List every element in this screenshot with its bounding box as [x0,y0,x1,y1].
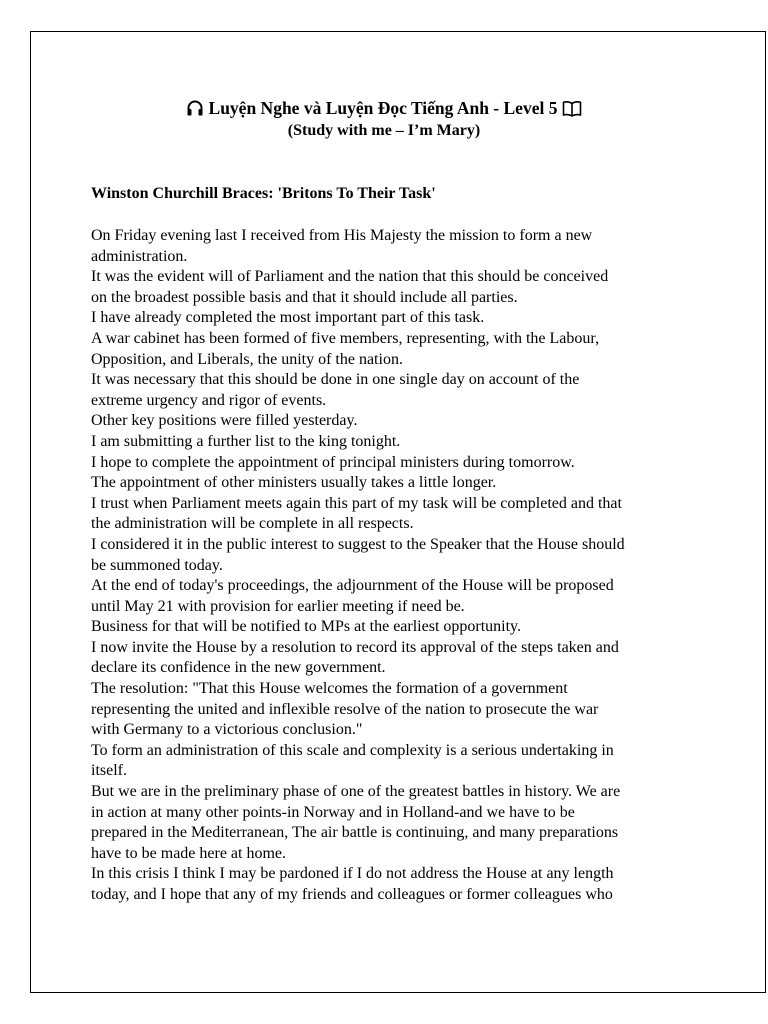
article-body [91,226,691,906]
article-line: be summoned today. [91,556,223,574]
article-line: declare its confidence in the new government. [91,659,386,677]
article-line: Opposition, and Liberals, the unity of the nation. [91,350,403,368]
article-line: The appointment of other ministers usually takes a little longer. [91,474,497,492]
article-line: But we are in the preliminary phase of one of the greatest battles in history. We are [91,783,621,801]
article-line: In this crisis I think I may be pardoned if I do not address the House at any length [91,865,614,883]
article-line: I trust when Parliament meets again this part of my task will be completed and that [91,494,622,512]
article-line: The resolution: "That this House welcomes the formation of a government [91,680,568,698]
article-line: representing the united and inflexible resolve of the nation to prosecute the war [91,700,599,718]
article-line: To form an administration of this scale and complexity is a serious undertaking in [91,741,614,759]
article-line: Other key positions were filled yesterday. [91,412,358,430]
article-line: On Friday evening last I received from His Majesty the mission to form a new [91,227,593,244]
article-line: in action at many other points-in Norway and in Holland-and we have to be [91,803,575,821]
article-line: until May 21 with provision for earlier meeting if need be. [91,597,465,615]
article-line: itself. [91,762,127,780]
article-line: It was necessary that this should be done in one single day on account of the [91,371,580,389]
article-line: on the broadest possible basis and that it should include all parties. [91,288,518,306]
article-line: today, and I hope that any of my friends and colleagues or former colleagues who [91,886,613,903]
article-line: the administration will be complete in all respects. [91,515,414,533]
open-book-icon [562,99,582,123]
article-line: At the end of today's proceedings, the adjournment of the House will be proposed [91,577,614,595]
article-line: have to be made here at home. [91,844,287,862]
article-line: Business for that will be notified to MPs at the earliest opportunity. [91,618,522,636]
article-line: I now invite the House by a resolution to record its approval of the steps taken and [91,638,619,656]
article-line: extreme urgency and rigor of events. [91,391,327,409]
article-line: administration. [91,247,188,265]
document-title [30,96,738,123]
article-heading: Winston Churchill Braces: 'Britons To Their Task' [91,185,436,202]
article-line: It was the evident will of Parliament and the nation that this should be conceived [91,268,609,286]
document-title-text: Luyện Nghe và Luyện Đọc Tiếng Anh - Level 5 [208,98,558,118]
article-line: I hope to complete the appointment of principal ministers during tomorrow. [91,453,575,471]
article-line: A war cabinet has been formed of five members, representing, with the Labour, [91,329,600,347]
article-line: I am submitting a further list to the king tonight. [91,432,401,450]
article-line: prepared in the Mediterranean, The air battle is continuing, and many preparations [91,824,619,842]
document-subtitle: (Study with me – I’m Mary) [287,122,481,139]
headphones-icon [186,99,204,123]
article-line: I considered it in the public interest to suggest to the Speaker that the House should [91,535,625,553]
article-line: with Germany to a victorious conclusion." [91,721,363,739]
article-line: I have already completed the most important part of this task. [91,309,485,327]
